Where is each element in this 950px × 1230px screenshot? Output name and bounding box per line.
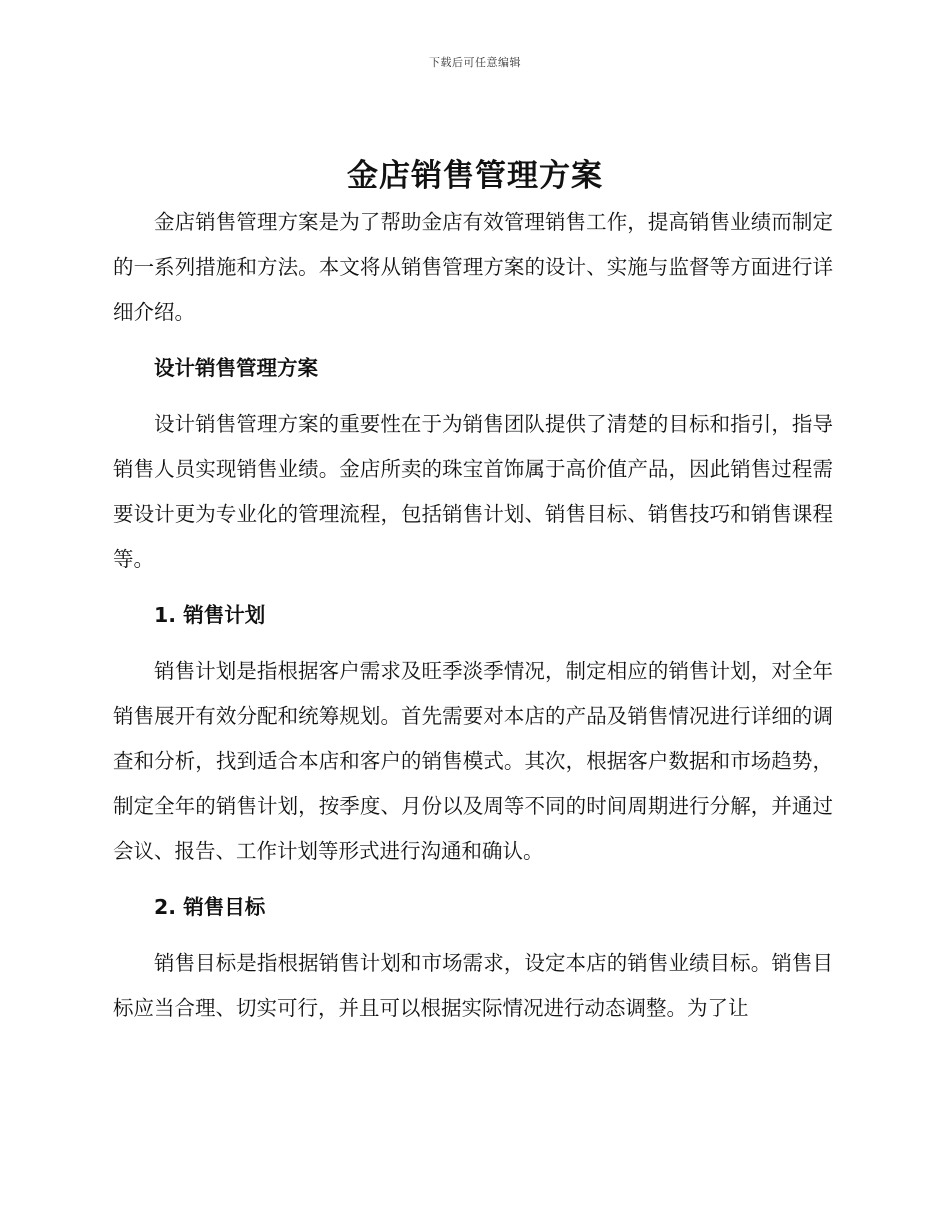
subsection-heading-sales-plan: 1. 销售计划 <box>154 603 266 627</box>
page-header: 下载后可任意编辑 <box>429 56 521 69</box>
document-body <box>113 200 833 1031</box>
intro-paragraph: 金店销售管理方案是为了帮助金店有效管理销售工作，提高销售业绩而制定的一系列措施和方法。本文将从销售管理方案的设计、实施与监督等方面进行详细介绍。 <box>113 210 833 324</box>
section-paragraph-design: 设计销售管理方案的重要性在于为销售团队提供了清楚的目标和指引，指导销售人员实现销售业绩。金店所卖的珠宝首饰属于高价值产品，因此销售过程需要设计更为专业化的管理流程，包括销售计划、销售目标、销售技巧和销售课程等。 <box>113 412 833 571</box>
subsection-heading-sales-target: 2. 销售目标 <box>154 895 266 919</box>
subsection-paragraph-sales-plan: 销售计划是指根据客户需求及旺季淡季情况，制定相应的销售计划，对全年销售展开有效分配和统筹规划。首先需要对本店的产品及销售情况进行详细的调查和分析，找到适合本店和客户的销售模式。其次，根据客户数据和市场趋势，制定全年的销售计划，按季度、月份以及周等不同的时间周期进行分解，并通过会议、报告、工作计划等形式进行沟通和确认。 <box>113 659 833 863</box>
document-title: 金店销售管理方案 <box>347 158 603 194</box>
subsection-paragraph-sales-target: 销售目标是指根据销售计划和市场需求，设定本店的销售业绩目标。销售目标应当合理、切实可行，并且可以根据实际情况进行动态调整。为了让 <box>113 951 833 1020</box>
section-heading-design: 设计销售管理方案 <box>154 356 318 380</box>
